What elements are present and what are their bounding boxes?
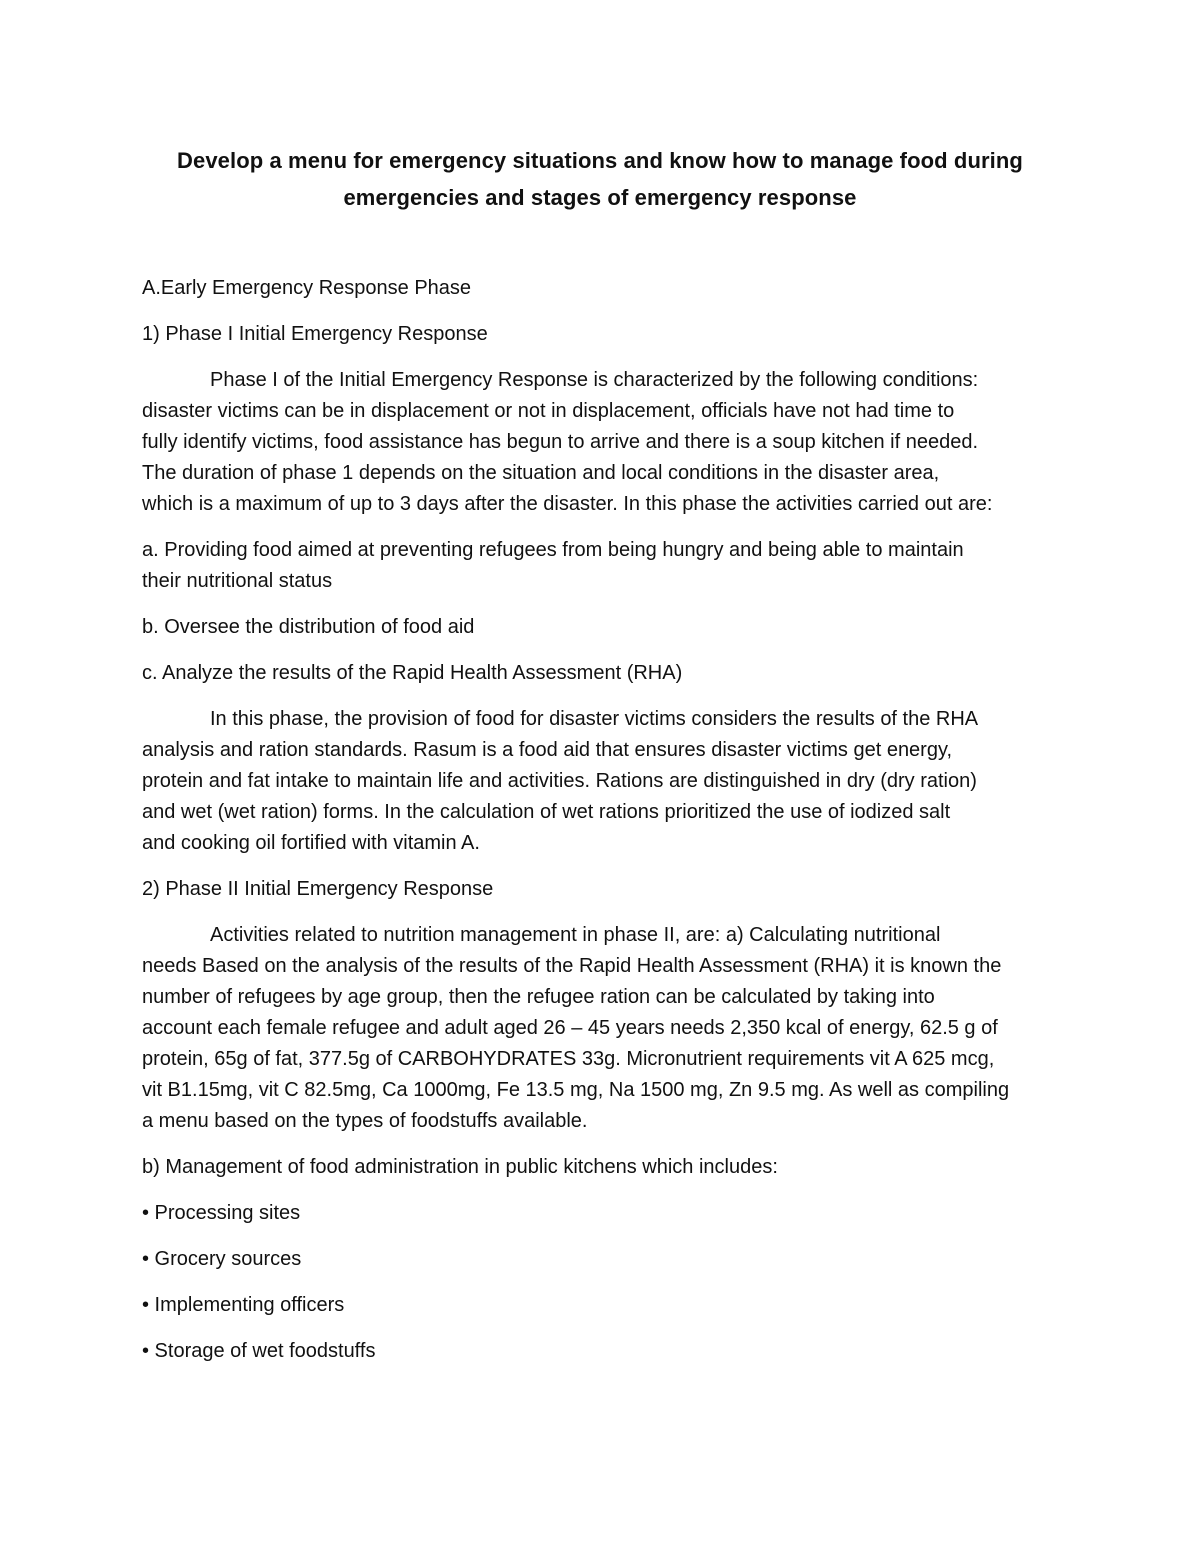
phase2-heading: 2) Phase II Initial Emergency Response <box>142 878 494 900</box>
paragraph-line: account each female refugee and adult aged 26 – 45 years needs 2,350 kcal of energy, 62.5 g of <box>142 1017 998 1039</box>
document-title <box>130 142 1070 216</box>
paragraph-line: and cooking oil fortified with vitamin A. <box>142 832 480 854</box>
phase1-item-a <box>142 535 1072 597</box>
paragraph-line: In this phase, the provision of food for disaster victims considers the results of the RHA <box>210 708 979 730</box>
paragraph-line: and wet (wet ration) forms. In the calculation of wet rations prioritized the use of iodized salt <box>142 801 951 823</box>
phase1-heading: 1) Phase I Initial Emergency Response <box>142 323 488 345</box>
paragraph-line: disaster victims can be in displacement or not in displacement, officials have not had time to <box>142 400 955 422</box>
bullet-item: • Grocery sources <box>142 1248 302 1270</box>
title-line: emergencies and stages of emergency response <box>343 185 857 210</box>
paragraph-line: a menu based on the types of foodstuffs available. <box>142 1110 588 1132</box>
phase1-paragraph-2 <box>142 704 1072 859</box>
paragraph-line: Activities related to nutrition management in phase II, are: a) Calculating nutritional <box>210 924 941 946</box>
phase1-item-c: c. Analyze the results of the Rapid Health Assessment (RHA) <box>142 662 683 684</box>
phase1-item-b: b. Oversee the distribution of food aid <box>142 616 475 638</box>
paragraph-line: their nutritional status <box>142 570 333 592</box>
paragraph-line: a. Providing food aimed at preventing refugees from being hungry and being able to maintain <box>142 539 964 561</box>
paragraph-line: protein and fat intake to maintain life and activities. Rations are distinguished in dry (dry ration) <box>142 770 977 792</box>
paragraph-line: vit B1.15mg, vit C 82.5mg, Ca 1000mg, Fe 13.5 mg, Na 1500 mg, Zn 9.5 mg. As well as compiling <box>142 1079 1010 1101</box>
paragraph-line: Phase I of the Initial Emergency Response is characterized by the following conditions: <box>210 369 979 391</box>
paragraph-line: which is a maximum of up to 3 days after the disaster. In this phase the activities carried out are: <box>142 493 993 515</box>
document-body <box>142 273 1072 1382</box>
phase2-item-b: b) Management of food administration in public kitchens which includes: <box>142 1156 778 1178</box>
bullet-item: • Processing sites <box>142 1202 301 1224</box>
paragraph-line: needs Based on the analysis of the results of the Rapid Health Assessment (RHA) it is known the <box>142 955 1002 977</box>
section-a-heading: A.Early Emergency Response Phase <box>142 277 472 299</box>
bullet-item: • Storage of wet foodstuffs <box>142 1340 376 1362</box>
paragraph-line: fully identify victims, food assistance has begun to arrive and there is a soup kitchen if needed. <box>142 431 979 453</box>
paragraph-line: analysis and ration standards. Rasum is a food aid that ensures disaster victims get energy, <box>142 739 953 761</box>
paragraph-line: protein, 65g of fat, 377.5g of CARBOHYDRATES 33g. Micronutrient requirements vit A 625 mcg, <box>142 1048 995 1070</box>
paragraph-line: The duration of phase 1 depends on the situation and local conditions in the disaster area, <box>142 462 940 484</box>
title-line: Develop a menu for emergency situations and know how to manage food during <box>177 148 1023 173</box>
phase1-paragraph <box>142 365 1072 520</box>
bullet-item: • Implementing officers <box>142 1294 345 1316</box>
paragraph-line: number of refugees by age group, then the refugee ration can be calculated by taking into <box>142 986 935 1008</box>
phase2-paragraph <box>142 920 1072 1137</box>
